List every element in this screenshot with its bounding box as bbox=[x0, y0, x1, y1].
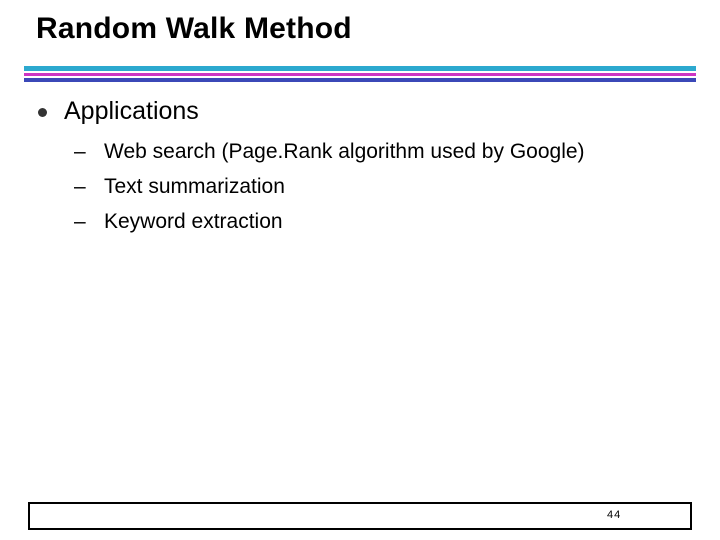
sub-bullet-text-summarization bbox=[74, 169, 585, 204]
sub-bullet-web-search bbox=[74, 134, 585, 169]
sub-bullet-label: Web search (Page.Rank algorithm used by Google) bbox=[104, 139, 585, 163]
dash-marker: – bbox=[74, 139, 86, 163]
sub-bullet-list bbox=[74, 134, 585, 239]
footer-box bbox=[28, 502, 692, 530]
slide-title: Random Walk Method bbox=[36, 12, 352, 45]
sub-bullet-label: Keyword extraction bbox=[104, 209, 283, 233]
bullet-applications bbox=[38, 94, 199, 128]
title-rule-magenta bbox=[24, 73, 696, 76]
sub-bullet-keyword-extraction bbox=[74, 204, 585, 239]
sub-bullet-label: Text summarization bbox=[104, 174, 285, 198]
bullet-label: Applications bbox=[64, 97, 199, 125]
title-rule-blue bbox=[24, 78, 696, 82]
dash-marker: – bbox=[74, 174, 86, 198]
bullet-dot-icon bbox=[38, 108, 47, 117]
page-number: 44 bbox=[607, 509, 622, 521]
title-rule-cyan bbox=[24, 66, 696, 71]
dash-marker: – bbox=[74, 209, 86, 233]
